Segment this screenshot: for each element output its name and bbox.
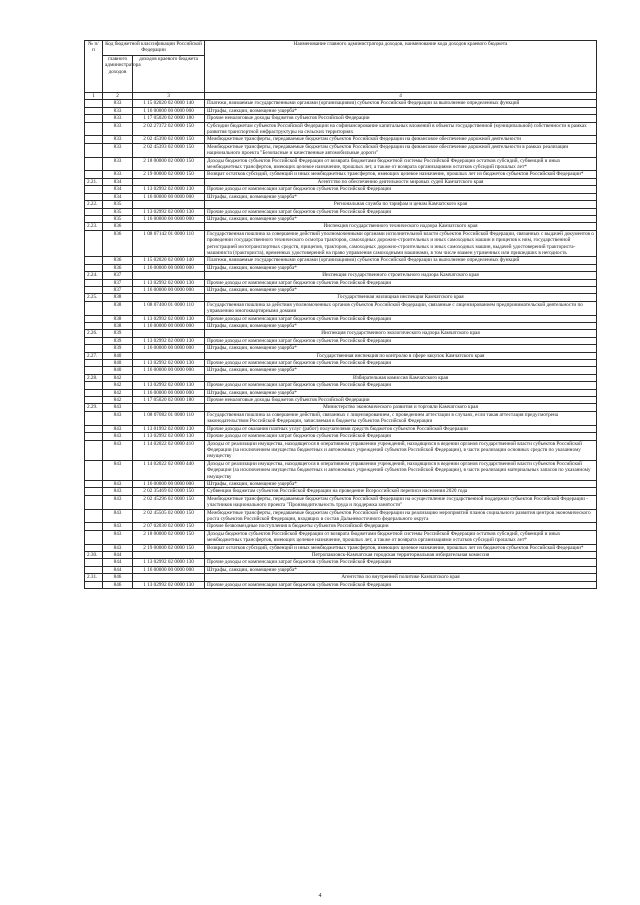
- name-cell: Доходы от реализации имущества, находящегося в оперативном управлении учреждений, находящихся в ведении органов государственной власти субъектов Российской Федерации (за исключением имущества бюджетных и автономных учреждений субъектов Российской Федерации), в части реализации материальных запасов по указанному имуществу: [205, 460, 597, 480]
- name-cell: Субвенции бюджетам субъектов Российской Федерации на проведение Всероссийской переписи населения 2020 года: [205, 488, 597, 495]
- budget-code-cell: [133, 352, 205, 359]
- row-number-cell: [85, 136, 103, 143]
- column-number: 3: [133, 93, 205, 100]
- row-number-cell: [85, 286, 103, 293]
- admin-code-cell: 833: [103, 171, 133, 178]
- table-row: [85, 279, 597, 286]
- budget-code-cell: 1 08 07082 01 0000 110: [133, 411, 205, 425]
- section-row: [85, 330, 597, 337]
- table-row: [85, 523, 597, 530]
- budget-code-cell: [133, 404, 205, 411]
- section-row: [85, 404, 597, 411]
- budget-code-cell: 2 18 00000 02 0000 150: [133, 157, 205, 171]
- row-number-cell: [85, 544, 103, 551]
- row-number-cell: [85, 100, 103, 107]
- budget-code-cell: 2 19 00000 02 0000 150: [133, 544, 205, 551]
- admin-code-cell: 835: [103, 201, 133, 208]
- name-cell: Прочие неналоговые доходы бюджетов субъектов Российской Федерации: [205, 115, 597, 122]
- budget-code-cell: 1 13 02992 02 0000 130: [133, 279, 205, 286]
- admin-code-cell: 843: [103, 433, 133, 440]
- admin-code-cell: 843: [103, 488, 133, 495]
- header-admin: главного администратора доходов: [103, 56, 133, 93]
- admin-code-cell: 843: [103, 509, 133, 523]
- admin-code-cell: 840: [103, 352, 133, 359]
- budget-code-cell: 1 16 00000 00 0000 000: [133, 193, 205, 200]
- revenue-table: [84, 40, 597, 589]
- table-row: [85, 530, 597, 544]
- admin-code-cell: 846: [103, 581, 133, 588]
- table-row: [85, 122, 597, 136]
- budget-code-cell: 1 13 02992 02 0000 130: [133, 382, 205, 389]
- row-number-cell: [85, 279, 103, 286]
- row-number-cell: [85, 440, 103, 460]
- row-number-cell: [85, 523, 103, 530]
- section-row: [85, 374, 597, 381]
- section-row: [85, 352, 597, 359]
- name-cell: Штрафы, санкции, возмещение ущерба*: [205, 215, 597, 222]
- admin-code-cell: 836: [103, 257, 133, 264]
- name-cell: Штрафы, санкции, возмещение ущерба*: [205, 286, 597, 293]
- header-budget: доходов краевого бюджета: [133, 56, 205, 93]
- name-cell: Инспекция государственного строительного надзора Камчатского края: [205, 272, 597, 279]
- budget-code-cell: 1 15 02020 02 0000 140: [133, 100, 205, 107]
- budget-code-cell: 2 02 27372 02 0000 150: [133, 122, 205, 136]
- admin-code-cell: 834: [103, 178, 133, 185]
- table-row: [85, 286, 597, 293]
- name-cell: Государственная пошлина за совершение действий, связанных с лицензированием, с проведением аттестации в случаях, если такая аттестация предусмотрена законодательством Российской Федерации, зачисляемая в бюджеты субъектов Российской Федерации: [205, 411, 597, 425]
- budget-code-cell: 1 13 02992 02 0000 130: [133, 433, 205, 440]
- admin-code-cell: 836: [103, 230, 133, 257]
- table-row: [85, 495, 597, 509]
- admin-code-cell: 843: [103, 530, 133, 544]
- row-number-cell: [85, 230, 103, 257]
- section-row: [85, 201, 597, 208]
- budget-code-cell: [133, 223, 205, 230]
- name-cell: Штрафы, санкции, возмещение ущерба*: [205, 323, 597, 330]
- row-number-cell: [85, 107, 103, 114]
- name-cell: Прочие доходы от компенсации затрат бюджетов субъектов Российской Федерации: [205, 433, 597, 440]
- budget-code-cell: 2 18 00000 02 0000 150: [133, 530, 205, 544]
- admin-code-cell: 843: [103, 411, 133, 425]
- name-cell: Прочие неналоговые доходы бюджетов субъектов Российской Федерации: [205, 397, 597, 404]
- row-number-cell: [85, 360, 103, 367]
- admin-code-cell: 838: [103, 294, 133, 301]
- row-number-cell: [85, 215, 103, 222]
- name-cell: Доходы от реализации имущества, находящегося в оперативном управлении учреждений, находящихся в ведении органов государственной власти субъектов Российской Федерации (за исключением имущества бюджетных и автономных учреждений субъектов Российской Федерации), в части реализации основных средств по указанному имуществу: [205, 440, 597, 460]
- name-cell: Прочие доходы от компенсации затрат бюджетов субъектов Российской Федерации: [205, 360, 597, 367]
- admin-code-cell: 836: [103, 223, 133, 230]
- table-row: [85, 100, 597, 107]
- admin-code-cell: 843: [103, 544, 133, 551]
- name-cell: Доходы бюджетов субъектов Российской Федерации от возврата бюджетами бюджетной системы Российской Федерации остатков субсидий, субвенций и иных межбюджетных трансфертов, имеющих целевое назначение, прошлых лет, а также от возврата организациями остатков субсидий прошлых лет*: [205, 157, 597, 171]
- admin-code-cell: 833: [103, 143, 133, 157]
- admin-code-cell: 843: [103, 425, 133, 432]
- budget-code-cell: 1 16 00000 00 0000 000: [133, 286, 205, 293]
- budget-code-cell: 2 02 45393 02 0000 150: [133, 143, 205, 157]
- row-number-cell: 2.21.: [85, 178, 103, 185]
- budget-code-cell: [133, 178, 205, 185]
- column-number: 1: [85, 93, 103, 100]
- budget-code-cell: 1 17 05020 02 0000 180: [133, 115, 205, 122]
- admin-code-cell: 833: [103, 122, 133, 136]
- row-number-cell: [85, 530, 103, 544]
- table-row: [85, 367, 597, 374]
- budget-code-cell: 1 08 07142 01 0000 110: [133, 230, 205, 257]
- table-row: [85, 581, 597, 588]
- table-row: [85, 488, 597, 495]
- admin-code-cell: 844: [103, 559, 133, 566]
- table-row: [85, 389, 597, 396]
- budget-code-cell: 1 13 02992 02 0000 130: [133, 360, 205, 367]
- name-cell: Прочие доходы от компенсации затрат бюджетов субъектов Российской Федерации: [205, 559, 597, 566]
- row-number-cell: 2.25.: [85, 294, 103, 301]
- name-cell: Прочие доходы от компенсации затрат бюджетов субъектов Российской Федерации: [205, 382, 597, 389]
- name-cell: Инспекция государственного экологического надзора Камчатского края: [205, 330, 597, 337]
- admin-code-cell: 833: [103, 157, 133, 171]
- budget-code-cell: 2 02 45390 02 0000 150: [133, 136, 205, 143]
- table-row: [85, 440, 597, 460]
- name-cell: Инспекция государственного технического надзора Камчатского края: [205, 223, 597, 230]
- name-cell: Штрафы, санкции, возмещение ущерба*: [205, 345, 597, 352]
- admin-code-cell: 842: [103, 374, 133, 381]
- admin-code-cell: 843: [103, 495, 133, 509]
- budget-code-cell: [133, 330, 205, 337]
- table-row: [85, 382, 597, 389]
- row-number-cell: [85, 264, 103, 271]
- budget-code-cell: 1 08 07400 01 0000 110: [133, 301, 205, 315]
- row-number-cell: [85, 460, 103, 480]
- section-row: [85, 552, 597, 559]
- table-row: [85, 136, 597, 143]
- table-row: [85, 460, 597, 480]
- name-cell: Прочие доходы от компенсации затрат бюджетов субъектов Российской Федерации: [205, 279, 597, 286]
- name-cell: Прочие безвозмездные поступления в бюджеты субъектов Российской Федерации: [205, 523, 597, 530]
- budget-code-cell: 1 13 02992 02 0000 130: [133, 559, 205, 566]
- table-row: [85, 193, 597, 200]
- admin-code-cell: 838: [103, 323, 133, 330]
- admin-code-cell: 833: [103, 100, 133, 107]
- admin-code-cell: 833: [103, 107, 133, 114]
- admin-code-cell: 834: [103, 186, 133, 193]
- table-row: [85, 107, 597, 114]
- budget-code-cell: 1 13 02992 02 0000 130: [133, 208, 205, 215]
- budget-code-cell: 2 07 02030 02 0000 150: [133, 523, 205, 530]
- table-row: [85, 337, 597, 344]
- admin-code-cell: 835: [103, 208, 133, 215]
- row-number-cell: [85, 323, 103, 330]
- header-name: Наименование главного администратора доходов, наименование кода доходов краевого бюджета: [205, 41, 597, 93]
- table-row: [85, 566, 597, 573]
- budget-code-cell: 1 13 02992 02 0000 130: [133, 337, 205, 344]
- name-cell: Межбюджетные трансферты, передаваемые бюджетам субъектов Российской Федерации на реализацию мероприятий планов социального развития центров экономического роста субъектов Российской Федерации, входящих в состав Дальневосточного федерального округа: [205, 509, 597, 523]
- admin-code-cell: 839: [103, 345, 133, 352]
- row-number-cell: [85, 389, 103, 396]
- table-row: [85, 433, 597, 440]
- budget-code-cell: 1 14 02022 02 0000 410: [133, 440, 205, 460]
- budget-code-cell: 1 16 00000 00 0000 000: [133, 389, 205, 396]
- row-number-cell: [85, 122, 103, 136]
- row-number-cell: [85, 433, 103, 440]
- name-cell: Избирательная комиссия Камчатского края: [205, 374, 597, 381]
- name-cell: Государственная жилищная инспекция Камчатского края: [205, 294, 597, 301]
- admin-code-cell: 833: [103, 115, 133, 122]
- table-row: [85, 157, 597, 171]
- admin-code-cell: 837: [103, 279, 133, 286]
- row-number-cell: 2.30.: [85, 552, 103, 559]
- name-cell: Министерство экономического развития и торговли Камчатского края: [205, 404, 597, 411]
- name-cell: Прочие доходы от компенсации затрат бюджетов субъектов Российской Федерации: [205, 315, 597, 322]
- name-cell: Региональная служба по тарифам и ценам Камчатского края: [205, 201, 597, 208]
- name-cell: Доходы бюджетов субъектов Российской Федерации от возврата бюджетами бюджетной системы Российской Федерации остатков субсидий, субвенций и иных межбюджетных трансфертов, имеющих целевое назначение, прошлых лет, а также от возврата организациями остатков субсидий прошлых лет*: [205, 530, 597, 544]
- table-row: [85, 208, 597, 215]
- name-cell: Прочие доходы от оказания платных услуг (работ) получателями средств бюджетов субъектов Российской Федерации: [205, 425, 597, 432]
- admin-code-cell: 843: [103, 440, 133, 460]
- row-number-cell: [85, 315, 103, 322]
- budget-code-cell: 2 19 00000 02 0000 150: [133, 171, 205, 178]
- header-code-group: Код бюджетной классификации Российской Федерации: [103, 41, 205, 56]
- name-cell: Возврат остатков субсидий, субвенций и иных межбюджетных трансфертов, имеющих целевое назначение, прошлых лет из бюджетов субъектов Российской Федерации*: [205, 544, 597, 551]
- name-cell: Петропавловск-Камчатская городская территориальная избирательная комиссия: [205, 552, 597, 559]
- table-row: [85, 544, 597, 551]
- row-number-cell: [85, 581, 103, 588]
- name-cell: Государственная инспекция по контролю в сфере закупок Камчатского края: [205, 352, 597, 359]
- row-number-cell: [85, 301, 103, 315]
- budget-code-cell: 1 16 00000 00 0000 000: [133, 323, 205, 330]
- section-row: [85, 223, 597, 230]
- name-cell: Платежи, взимаемые государственными органами (организациями) субъектов Российской Федерации за выполнение определенных функций: [205, 257, 597, 264]
- table-row: [85, 559, 597, 566]
- row-number-cell: [85, 186, 103, 193]
- row-number-cell: [85, 345, 103, 352]
- table-row: [85, 115, 597, 122]
- admin-code-cell: 837: [103, 286, 133, 293]
- admin-code-cell: 836: [103, 264, 133, 271]
- admin-code-cell: 839: [103, 337, 133, 344]
- budget-code-cell: 1 14 02022 02 0000 440: [133, 460, 205, 480]
- name-cell: Межбюджетные трансферты, передаваемые бюджетам субъектов Российской Федерации на финансовое обеспечение дорожной деятельности: [205, 136, 597, 143]
- row-number-cell: [85, 509, 103, 523]
- budget-code-cell: 1 16 00000 00 0000 000: [133, 215, 205, 222]
- budget-code-cell: 1 17 05020 02 0000 180: [133, 397, 205, 404]
- admin-code-cell: 842: [103, 382, 133, 389]
- admin-code-cell: 843: [103, 523, 133, 530]
- table-row: [85, 257, 597, 264]
- admin-code-cell: 835: [103, 215, 133, 222]
- admin-code-cell: 844: [103, 552, 133, 559]
- table-row: [85, 186, 597, 193]
- name-cell: Прочие доходы от компенсации затрат бюджетов субъектов Российской Федерации: [205, 186, 597, 193]
- admin-code-cell: 844: [103, 566, 133, 573]
- name-cell: Прочие доходы от компенсации затрат бюджетов субъектов Российской Федерации: [205, 208, 597, 215]
- admin-code-cell: 838: [103, 301, 133, 315]
- row-number-cell: 2.23.: [85, 223, 103, 230]
- section-row: [85, 272, 597, 279]
- row-number-cell: [85, 143, 103, 157]
- column-number: 2: [103, 93, 133, 100]
- name-cell: Субсидии бюджетам субъектов Российской Федерации на софинансирование капитальных вложений в объекты государственной (муниципальной) собственности в рамках развития транспортной инфраструктуры на сельских территориях: [205, 122, 597, 136]
- budget-code-cell: [133, 294, 205, 301]
- row-number-cell: [85, 115, 103, 122]
- admin-code-cell: 843: [103, 460, 133, 480]
- table-header-row: [85, 41, 597, 56]
- name-cell: Штрафы, санкции, возмещение ущерба*: [205, 193, 597, 200]
- budget-code-cell: 1 16 00000 00 0000 000: [133, 566, 205, 573]
- table-row: [85, 301, 597, 315]
- admin-code-cell: 838: [103, 315, 133, 322]
- row-number-cell: [85, 495, 103, 509]
- row-number-cell: [85, 208, 103, 215]
- budget-code-cell: 1 15 02020 02 0000 140: [133, 257, 205, 264]
- row-number-cell: 2.28.: [85, 374, 103, 381]
- row-number-cell: [85, 382, 103, 389]
- row-number-cell: 2.31.: [85, 574, 103, 581]
- row-number-cell: [85, 337, 103, 344]
- admin-code-cell: 837: [103, 272, 133, 279]
- name-cell: Государственная пошлина за действия уполномоченных органов субъектов Российской Федерации, связанные с лицензированием предпринимательской деятельности по управлению многоквартирными домами: [205, 301, 597, 315]
- name-cell: Штрафы, санкции, возмещение ущерба*: [205, 566, 597, 573]
- row-number-cell: 2.22.: [85, 201, 103, 208]
- table-body: [85, 100, 597, 589]
- table-row: [85, 411, 597, 425]
- column-number: 4: [205, 93, 597, 100]
- table-row: [85, 397, 597, 404]
- admin-code-cell: 834: [103, 193, 133, 200]
- admin-code-cell: 842: [103, 389, 133, 396]
- name-cell: Государственная пошлина за совершение действий уполномоченными органами исполнительной власти субъектов Российской Федерации, связанных с выдачей документов о проведении государственного технического осмотра тракторов, самоходных дорожно-строительных и иных самоходных машин и прицепов к ним, государственной регистрацией мототранспортных средств, прицепов, тракторов, самоходных дорожно-строительных и иных самоходных машин, выдачей удостоверений тракториста-машиниста (тракториста), временных удостоверений на право управления самоходными машинами, в том числе взамен утраченных или пришедших в негодность: [205, 230, 597, 257]
- row-number-cell: [85, 566, 103, 573]
- name-cell: Возврат остатков субсидий, субвенций и иных межбюджетных трансфертов, имеющих целевое назначение, прошлых лет из бюджетов субъектов Российской Федерации*: [205, 171, 597, 178]
- budget-code-cell: 1 16 00000 00 0000 000: [133, 264, 205, 271]
- admin-code-cell: 833: [103, 136, 133, 143]
- section-row: [85, 574, 597, 581]
- row-number-cell: [85, 367, 103, 374]
- table-row: [85, 323, 597, 330]
- row-number-cell: [85, 411, 103, 425]
- admin-code-cell: 843: [103, 404, 133, 411]
- table-row: [85, 480, 597, 487]
- table-row: [85, 143, 597, 157]
- name-cell: Штрафы, санкции, возмещение ущерба*: [205, 389, 597, 396]
- name-cell: Штрафы, санкции, возмещение ущерба*: [205, 480, 597, 487]
- admin-code-cell: 840: [103, 367, 133, 374]
- budget-code-cell: [133, 374, 205, 381]
- budget-code-cell: 1 13 02992 02 0000 130: [133, 186, 205, 193]
- row-number-cell: [85, 425, 103, 432]
- budget-code-cell: 1 16 00000 00 0000 000: [133, 480, 205, 487]
- row-number-cell: [85, 488, 103, 495]
- budget-code-cell: 2 02 35469 02 0000 150: [133, 488, 205, 495]
- name-cell: Платежи, взимаемые государственными органами (организациями) субъектов Российской Федерации за выполнение определенных функций: [205, 100, 597, 107]
- header-num: № п/п: [85, 41, 103, 93]
- row-number-cell: [85, 397, 103, 404]
- budget-code-cell: 2 02 45505 02 0000 150: [133, 509, 205, 523]
- name-cell: Штрафы, санкции, возмещение ущерба*: [205, 264, 597, 271]
- table-row: [85, 509, 597, 523]
- budget-code-cell: [133, 552, 205, 559]
- section-row: [85, 294, 597, 301]
- row-number-cell: 2.29.: [85, 404, 103, 411]
- name-cell: Штрафы, санкции, возмещение ущерба*: [205, 367, 597, 374]
- admin-code-cell: 842: [103, 397, 133, 404]
- table-row: [85, 264, 597, 271]
- name-cell: Штрафы, санкции, возмещение ущерба*: [205, 107, 597, 114]
- table-row: [85, 345, 597, 352]
- budget-code-cell: 1 16 00000 00 0000 000: [133, 367, 205, 374]
- column-number-row: [85, 93, 597, 100]
- page-number: 4: [318, 893, 322, 899]
- admin-code-cell: 843: [103, 480, 133, 487]
- row-number-cell: 2.26.: [85, 330, 103, 337]
- row-number-cell: [85, 157, 103, 171]
- table-row: [85, 425, 597, 432]
- budget-code-cell: 1 16 00000 00 0000 000: [133, 345, 205, 352]
- row-number-cell: 2.24.: [85, 272, 103, 279]
- table-row: [85, 171, 597, 178]
- admin-code-cell: 840: [103, 360, 133, 367]
- budget-code-cell: 1 13 02992 02 0000 130: [133, 581, 205, 588]
- admin-code-cell: 839: [103, 330, 133, 337]
- table-row: [85, 315, 597, 322]
- budget-code-cell: 1 13 02992 02 0000 130: [133, 315, 205, 322]
- name-cell: Межбюджетные трансферты, передаваемые бюджетам субъектов Российской Федерации на финансовое обеспечение дорожной деятельности в рамках реализации национального проекта "Безопасные и качественные автомобильные дороги": [205, 143, 597, 157]
- name-cell: Межбюджетные трансферты, передаваемые бюджетам субъектов Российской Федерации на осуществление государственной поддержки субъектов Российской Федерации - участников национального проекта "Производительность труда и поддержка занятости": [205, 495, 597, 509]
- section-row: [85, 178, 597, 185]
- budget-code-cell: 1 16 00000 00 0000 000: [133, 107, 205, 114]
- budget-code-cell: [133, 201, 205, 208]
- budget-code-cell: [133, 574, 205, 581]
- budget-code-cell: 2 02 45296 02 0000 150: [133, 495, 205, 509]
- name-cell: Прочие доходы от компенсации затрат бюджетов субъектов Российской Федерации: [205, 581, 597, 588]
- row-number-cell: 2.27.: [85, 352, 103, 359]
- name-cell: Агентство по внутренней политике Камчатского края: [205, 574, 597, 581]
- table-row: [85, 360, 597, 367]
- budget-code-cell: 1 13 01992 02 0000 130: [133, 425, 205, 432]
- name-cell: Прочие доходы от компенсации затрат бюджетов субъектов Российской Федерации: [205, 337, 597, 344]
- row-number-cell: [85, 559, 103, 566]
- row-number-cell: [85, 193, 103, 200]
- name-cell: Агентство по обеспечению деятельности мировых судей Камчатского края: [205, 178, 597, 185]
- row-number-cell: [85, 171, 103, 178]
- budget-code-cell: [133, 272, 205, 279]
- row-number-cell: [85, 480, 103, 487]
- table-row: [85, 230, 597, 257]
- table-row: [85, 215, 597, 222]
- row-number-cell: [85, 257, 103, 264]
- admin-code-cell: 846: [103, 574, 133, 581]
